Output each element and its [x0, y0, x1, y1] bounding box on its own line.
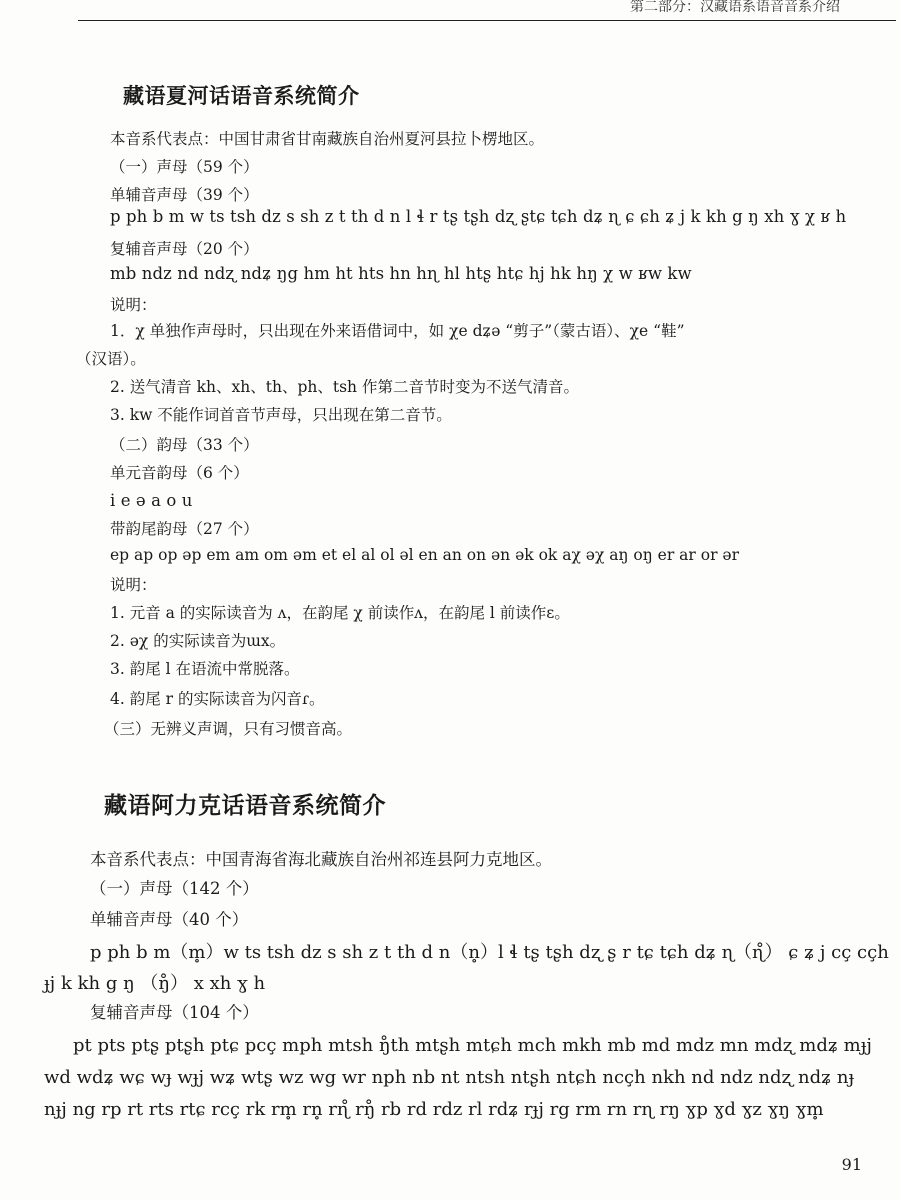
xiahe-init-note-3: 3. kw 不能作词首音节声母，只出现在第二音节。	[110, 406, 452, 424]
xiahe-finals-heading: （二）韵母（33 个）	[110, 436, 259, 454]
xiahe-mono-heading: 单元音韵母（6 个）	[110, 464, 249, 482]
alike-single-list-2: ɟj k kh g ŋ （ŋ̊） x xh ɣ h	[44, 973, 266, 994]
alike-single-list-1: p ph b m（m̥）w ts tsh dz s sh z t th d n（n̥）l ɬ tʂ tʂh dʐ ʂ r tɕ tɕh dʑ ɳ（ɳ̊） ɕ ʑ j cç cçh	[90, 942, 889, 963]
xiahe-single-heading: 单辅音声母（39 个）	[110, 186, 259, 204]
xiahe-intro: 本音系代表点：中国甘肃省甘南藏族自治州夏河县拉卜楞地区。	[110, 130, 545, 148]
running-head: 第二部分：汉藏语系语音音系介绍	[630, 0, 840, 15]
section-title-xiahe: 藏语夏河话语音系统简介	[123, 84, 360, 108]
xiahe-notes-label-2: 说明：	[110, 576, 157, 594]
alike-cluster-heading: 复辅音声母（104 个）	[90, 1003, 259, 1022]
xiahe-mono-list: i e ə a o u	[110, 491, 193, 510]
xiahe-cluster-list: mb ndz nd ndʐ ndʑ ŋg hm ht hts hn hɳ hl htʂ htɕ hj hk hŋ χ w ʁw kw	[110, 264, 692, 283]
page-number: 91	[841, 1155, 862, 1174]
xiahe-init-note-1-cont: （汉语）。	[76, 350, 146, 368]
xiahe-notes-label: 说明：	[110, 296, 157, 314]
xiahe-coda-heading: 带韵尾韵母（27 个）	[110, 520, 259, 538]
alike-cluster-list-2: wd wdʑ wɕ wɟ wɟj wʑ wtʂ wz wg wr nph nb nt ntsh ntʂh ntɕh ncçh nkh nd ndz ndʐ ndʑ nɟ	[44, 1067, 855, 1088]
xiahe-final-note-2: 2. əχ 的实际读音为ɯx。	[110, 632, 286, 650]
xiahe-final-note-4: 4. 韵尾 r 的实际读音为闪音ɾ。	[110, 690, 325, 708]
xiahe-cluster-heading: 复辅音声母（20 个）	[110, 240, 259, 258]
xiahe-init-note-2: 2. 送气清音 kh、xh、th、ph、tsh 作第二音节时变为不送气清音。	[110, 378, 579, 396]
xiahe-initials-heading: （一）声母（59 个）	[110, 158, 259, 176]
xiahe-tones: （三）无辨义声调，只有习惯音高。	[104, 720, 353, 738]
xiahe-single-list: p ph b m w ts tsh dz s sh z t th d n l ɬ r tʂ tʂh dʐ ʂtɕ tɕh dʑ ɳ ɕ ɕh ʑ j k kh g ŋ xh ɣ χ ʁ h	[110, 207, 847, 226]
xiahe-final-note-3: 3. 韵尾 l 在语流中常脱落。	[110, 660, 300, 678]
alike-cluster-list-1: pt pts ptʂ ptʂh ptɕ pcç mph mtsh ŋ̊th mtʂh mtɕh mch mkh mb md mdz mn mdʐ mdʑ mɟj	[73, 1035, 872, 1056]
section-title-alike: 藏语阿力克话语音系统简介	[104, 793, 386, 819]
alike-intro: 本音系代表点：中国青海省海北藏族自治州祁连县阿力克地区。	[90, 850, 552, 869]
xiahe-coda-list: ep ap op əp em am om əm et el al ol əl en an on ən ək ok aχ əχ aŋ oŋ er ar or ər	[110, 546, 739, 564]
xiahe-init-note-1: 1．χ 单独作声母时，只出现在外来语借词中，如 χe dʑə “剪子”（蒙古语）、χe “鞋”	[110, 322, 685, 340]
xiahe-final-note-1: 1. 元音 a 的实际读音为 ʌ，在韵尾 χ 前读作ʌ，在韵尾 l 前读作ɛ。	[110, 604, 570, 622]
alike-cluster-list-3: nɟj ng rp rt rts rtɕ rcç rk rm̥ rn̥ rɳ̊ rŋ̊ rb rd rdz rl rdʑ rɟj rg rm rn rɳ rŋ ɣp ɣd ɣz ɣŋ ɣm̥	[44, 1099, 824, 1120]
alike-single-heading: 单辅音声母（40 个）	[90, 910, 249, 929]
alike-initials-heading: （一）声母（142 个）	[90, 879, 259, 898]
